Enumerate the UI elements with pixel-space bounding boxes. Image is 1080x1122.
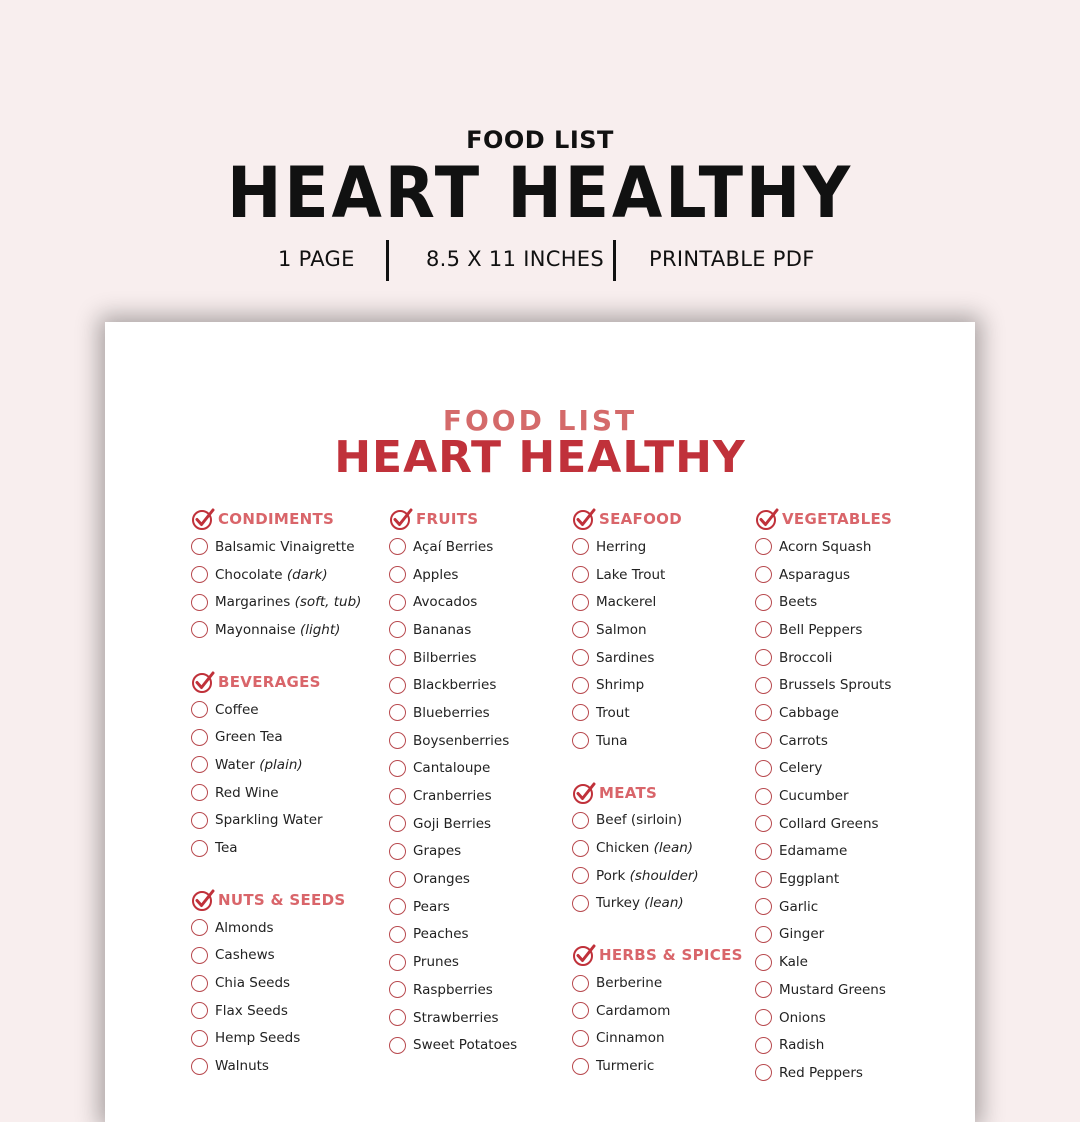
empty-circle-checkbox-icon[interactable] (389, 760, 406, 777)
checked-circle-icon (755, 507, 779, 531)
food-item[interactable] (572, 644, 743, 672)
food-item-label: Turmeric (596, 1058, 655, 1075)
food-item[interactable] (191, 942, 361, 970)
spec-format: PRINTABLE PDF (649, 247, 815, 271)
food-item-label: Apples (413, 566, 459, 583)
empty-circle-checkbox-icon[interactable] (572, 812, 589, 829)
food-item[interactable] (191, 588, 361, 616)
food-column (755, 505, 892, 1111)
section-title: MEATS (599, 783, 658, 802)
empty-circle-checkbox-icon[interactable] (191, 1030, 208, 1047)
food-item[interactable] (755, 948, 892, 976)
empty-circle-checkbox-icon[interactable] (572, 704, 589, 721)
food-item-label: Kale (779, 954, 808, 971)
food-item-label: Water (plain) (215, 756, 303, 773)
food-item[interactable] (389, 588, 517, 616)
food-item[interactable] (755, 810, 892, 838)
empty-circle-checkbox-icon[interactable] (572, 867, 589, 884)
checked-circle-icon (191, 507, 215, 531)
food-item[interactable] (389, 838, 517, 866)
food-section (191, 668, 361, 862)
food-item-label: Margarines (soft, tub) (215, 594, 362, 611)
food-item[interactable] (755, 699, 892, 727)
food-item[interactable] (191, 723, 361, 751)
food-item[interactable] (755, 921, 892, 949)
empty-circle-checkbox-icon[interactable] (755, 788, 772, 805)
food-item-label: Beets (779, 594, 818, 611)
spec-pages: 1 PAGE (278, 247, 355, 271)
food-item[interactable] (755, 727, 892, 755)
food-item[interactable] (191, 834, 361, 862)
empty-circle-checkbox-icon[interactable] (755, 871, 772, 888)
empty-circle-checkbox-icon[interactable] (755, 815, 772, 832)
food-item[interactable] (755, 782, 892, 810)
empty-circle-checkbox-icon[interactable] (389, 898, 406, 915)
empty-circle-checkbox-icon[interactable] (191, 784, 208, 801)
empty-circle-checkbox-icon[interactable] (389, 621, 406, 638)
food-item[interactable] (389, 533, 517, 561)
food-item[interactable] (572, 616, 743, 644)
food-item[interactable] (191, 1025, 361, 1053)
food-item-label: Shrimp (596, 677, 645, 694)
empty-circle-checkbox-icon[interactable] (572, 594, 589, 611)
food-item[interactable] (572, 727, 743, 755)
empty-circle-checkbox-icon[interactable] (191, 756, 208, 773)
empty-circle-checkbox-icon[interactable] (572, 732, 589, 749)
section-header (191, 505, 361, 533)
food-item-label: Oranges (413, 871, 470, 888)
food-section (755, 505, 892, 1087)
food-item-label: Tuna (596, 732, 628, 749)
food-item-label: Berberine (596, 975, 663, 992)
food-item[interactable] (389, 948, 517, 976)
food-column (389, 505, 517, 1083)
food-item-label: Blackberries (413, 677, 497, 694)
section-title: FRUITS (416, 510, 479, 528)
spec-divider (613, 240, 616, 281)
food-item-note: (soft, tub) (290, 594, 362, 611)
food-item-label: Green Tea (215, 729, 283, 746)
food-item[interactable] (572, 588, 743, 616)
food-item-note: (plain) (254, 756, 303, 773)
food-item-label: Salmon (596, 621, 647, 638)
food-item-note: (shoulder) (625, 867, 699, 884)
empty-circle-checkbox-icon[interactable] (755, 677, 772, 694)
food-item[interactable] (572, 969, 743, 997)
food-item-label: Cashews (215, 947, 275, 964)
empty-circle-checkbox-icon[interactable] (572, 621, 589, 638)
food-item-label: Pears (413, 898, 450, 915)
food-item-label: Walnuts (215, 1058, 269, 1075)
food-item[interactable] (389, 865, 517, 893)
food-item[interactable] (572, 890, 743, 918)
food-item[interactable] (755, 616, 892, 644)
empty-circle-checkbox-icon[interactable] (389, 594, 406, 611)
empty-circle-checkbox-icon[interactable] (389, 566, 406, 583)
food-item[interactable] (389, 561, 517, 589)
empty-circle-checkbox-icon[interactable] (389, 732, 406, 749)
food-item[interactable] (191, 969, 361, 997)
empty-circle-checkbox-icon[interactable] (191, 975, 208, 992)
food-item-label: Mackerel (596, 594, 657, 611)
food-item[interactable] (755, 588, 892, 616)
food-item-label: Cardamom (596, 1002, 671, 1019)
food-item[interactable] (191, 533, 361, 561)
food-section (572, 505, 743, 755)
empty-circle-checkbox-icon[interactable] (572, 1030, 589, 1047)
food-item[interactable] (191, 561, 361, 589)
empty-circle-checkbox-icon[interactable] (191, 701, 208, 718)
food-item-label: Brussels Sprouts (779, 677, 892, 694)
food-item-label: Sardines (596, 649, 655, 666)
empty-circle-checkbox-icon[interactable] (755, 898, 772, 915)
food-item-note: (light) (295, 621, 341, 638)
checked-circle-icon (191, 670, 215, 694)
empty-circle-checkbox-icon[interactable] (191, 1058, 208, 1075)
food-item[interactable] (389, 893, 517, 921)
empty-circle-checkbox-icon[interactable] (389, 677, 406, 694)
food-item-label: Radish (779, 1037, 825, 1054)
food-item[interactable] (755, 976, 892, 1004)
spec-divider (386, 240, 389, 281)
empty-circle-checkbox-icon[interactable] (755, 954, 772, 971)
spec-size: 8.5 X 11 INCHES (426, 247, 604, 271)
empty-circle-checkbox-icon[interactable] (389, 871, 406, 888)
empty-circle-checkbox-icon[interactable] (755, 538, 772, 555)
empty-circle-checkbox-icon[interactable] (191, 812, 208, 829)
food-item[interactable] (389, 782, 517, 810)
food-item[interactable] (572, 699, 743, 727)
food-item[interactable] (389, 616, 517, 644)
food-item[interactable] (572, 997, 743, 1025)
empty-circle-checkbox-icon[interactable] (572, 1058, 589, 1075)
empty-circle-checkbox-icon[interactable] (191, 729, 208, 746)
section-title: BEVERAGES (218, 672, 321, 691)
food-item-label: Strawberries (413, 1009, 499, 1026)
section-title: NUTS & SEEDS (218, 890, 346, 909)
food-item-label: Cabbage (779, 704, 839, 721)
food-item-label: Avocados (413, 594, 478, 611)
food-item-label: Chia Seeds (215, 975, 291, 992)
empty-circle-checkbox-icon[interactable] (572, 1002, 589, 1019)
food-item-label: Ginger (779, 926, 825, 943)
food-item-label: Onions (779, 1009, 826, 1026)
empty-circle-checkbox-icon[interactable] (572, 566, 589, 583)
empty-circle-checkbox-icon[interactable] (389, 1037, 406, 1054)
food-section (191, 505, 361, 644)
food-item[interactable] (572, 1025, 743, 1053)
document-preview (105, 322, 975, 1122)
food-column (572, 505, 743, 1104)
section-header (755, 505, 892, 533)
section-title: HERBS & SPICES (599, 946, 743, 965)
food-item-label: Açaí Berries (413, 538, 494, 555)
food-item-label: Garlic (779, 898, 819, 915)
food-item-label: Mustard Greens (779, 981, 886, 998)
section-header (191, 886, 361, 914)
food-section (572, 779, 743, 918)
food-item-label: Boysenberries (413, 732, 510, 749)
empty-circle-checkbox-icon[interactable] (572, 975, 589, 992)
section-header (572, 779, 743, 807)
empty-circle-checkbox-icon[interactable] (755, 926, 772, 943)
food-item[interactable] (755, 838, 892, 866)
empty-circle-checkbox-icon[interactable] (755, 1009, 772, 1026)
empty-circle-checkbox-icon[interactable] (191, 566, 208, 583)
food-item[interactable] (572, 1052, 743, 1080)
food-item[interactable] (191, 807, 361, 835)
food-item-label: Cranberries (413, 788, 492, 805)
empty-circle-checkbox-icon[interactable] (191, 1002, 208, 1019)
empty-circle-checkbox-icon[interactable] (572, 840, 589, 857)
food-item-label: Mayonnaise (light) (215, 621, 341, 638)
food-item-label: Sparkling Water (215, 812, 323, 829)
food-item-label: Tea (215, 840, 238, 857)
food-item[interactable] (389, 810, 517, 838)
empty-circle-checkbox-icon[interactable] (755, 843, 772, 860)
food-item-label: Goji Berries (413, 815, 492, 832)
empty-circle-checkbox-icon[interactable] (389, 788, 406, 805)
empty-circle-checkbox-icon[interactable] (572, 677, 589, 694)
food-item[interactable] (572, 561, 743, 589)
food-item-label: Raspberries (413, 981, 493, 998)
food-item[interactable] (755, 893, 892, 921)
food-item-label: Blueberries (413, 704, 490, 721)
header-title: HEART HEALTHY (227, 152, 853, 234)
food-item-label: Peaches (413, 926, 469, 943)
food-item[interactable] (389, 976, 517, 1004)
empty-circle-checkbox-icon[interactable] (389, 954, 406, 971)
empty-circle-checkbox-icon[interactable] (191, 947, 208, 964)
food-item[interactable] (191, 1052, 361, 1080)
food-item[interactable] (191, 751, 361, 779)
empty-circle-checkbox-icon[interactable] (755, 704, 772, 721)
food-item-label: Pork (shoulder) (596, 867, 699, 884)
food-item-note: (dark) (282, 566, 328, 583)
food-item[interactable] (389, 755, 517, 783)
food-item-label: Red Peppers (779, 1064, 863, 1081)
food-item-label: Almonds (215, 919, 274, 936)
food-item-label: Celery (779, 760, 823, 777)
section-title: SEAFOOD (599, 510, 682, 528)
food-item-label: Sweet Potatoes (413, 1037, 518, 1054)
section-title: VEGETABLES (782, 510, 893, 528)
spec-bar (0, 240, 1080, 282)
food-item-label: Bell Peppers (779, 621, 863, 638)
empty-circle-checkbox-icon[interactable] (389, 843, 406, 860)
food-item-label: Lake Trout (596, 566, 666, 583)
food-item[interactable] (755, 865, 892, 893)
food-item[interactable] (755, 1059, 892, 1087)
food-item[interactable] (191, 696, 361, 724)
food-item-label: Flax Seeds (215, 1002, 288, 1019)
checked-circle-icon (572, 943, 596, 967)
empty-circle-checkbox-icon[interactable] (389, 815, 406, 832)
food-item-label: Acorn Squash (779, 538, 872, 555)
empty-circle-checkbox-icon[interactable] (191, 621, 208, 638)
food-item-label: Collard Greens (779, 815, 879, 832)
section-header (572, 505, 743, 533)
empty-circle-checkbox-icon[interactable] (755, 1037, 772, 1054)
empty-circle-checkbox-icon[interactable] (755, 1064, 772, 1081)
empty-circle-checkbox-icon[interactable] (755, 649, 772, 666)
food-item-label: Grapes (413, 843, 462, 860)
food-item[interactable] (755, 533, 892, 561)
food-item-label: Eggplant (779, 871, 840, 888)
empty-circle-checkbox-icon[interactable] (572, 538, 589, 555)
empty-circle-checkbox-icon[interactable] (191, 538, 208, 555)
food-item-label: Chocolate (dark) (215, 566, 328, 583)
empty-circle-checkbox-icon[interactable] (389, 981, 406, 998)
empty-circle-checkbox-icon[interactable] (572, 895, 589, 912)
checked-circle-icon (389, 507, 413, 531)
food-item-label: Red Wine (215, 784, 279, 801)
empty-circle-checkbox-icon[interactable] (755, 621, 772, 638)
food-item-label: Edamame (779, 843, 848, 860)
food-column (191, 505, 361, 1104)
food-item[interactable] (755, 1004, 892, 1032)
food-item-label: Beef (sirloin) (596, 812, 683, 829)
food-item-label: Asparagus (779, 566, 851, 583)
empty-circle-checkbox-icon[interactable] (191, 840, 208, 857)
food-item[interactable] (191, 616, 361, 644)
empty-circle-checkbox-icon[interactable] (755, 732, 772, 749)
food-item-note: (lean) (649, 840, 694, 857)
empty-circle-checkbox-icon[interactable] (755, 981, 772, 998)
food-item[interactable] (572, 834, 743, 862)
food-item[interactable] (755, 561, 892, 589)
food-item-label: Bilberries (413, 649, 477, 666)
empty-circle-checkbox-icon[interactable] (389, 926, 406, 943)
food-item-label: Herring (596, 538, 647, 555)
food-item[interactable] (572, 533, 743, 561)
food-section (572, 941, 743, 1080)
header-kicker: FOOD LIST (466, 126, 614, 154)
food-section (191, 886, 361, 1080)
food-item-label: Cucumber (779, 788, 849, 805)
food-item-label: Chicken (lean) (596, 840, 694, 857)
food-item-note: (lean) (639, 895, 684, 912)
food-item-label: Turkey (lean) (596, 895, 684, 912)
food-item[interactable] (572, 671, 743, 699)
section-header (191, 668, 361, 696)
empty-circle-checkbox-icon[interactable] (191, 594, 208, 611)
food-item[interactable] (389, 699, 517, 727)
checked-circle-icon (572, 781, 596, 805)
food-item-label: Trout (596, 704, 630, 721)
food-section (389, 505, 517, 1059)
section-header (572, 941, 743, 969)
food-item[interactable] (755, 644, 892, 672)
food-item-label: Carrots (779, 732, 828, 749)
empty-circle-checkbox-icon[interactable] (389, 538, 406, 555)
empty-circle-checkbox-icon[interactable] (755, 594, 772, 611)
document-title: HEART HEALTHY (334, 432, 746, 483)
section-header (389, 505, 517, 533)
checked-circle-icon (572, 507, 596, 531)
food-item-label: Balsamic Vinaigrette (215, 538, 355, 555)
checked-circle-icon (191, 888, 215, 912)
food-item-label: Coffee (215, 701, 259, 718)
food-item-label: Hemp Seeds (215, 1030, 301, 1047)
food-item[interactable] (755, 1031, 892, 1059)
food-item[interactable] (389, 644, 517, 672)
food-item[interactable] (389, 727, 517, 755)
food-item[interactable] (389, 671, 517, 699)
food-item[interactable] (191, 997, 361, 1025)
empty-circle-checkbox-icon[interactable] (389, 1009, 406, 1026)
food-item[interactable] (389, 921, 517, 949)
section-title: CONDIMENTS (218, 510, 335, 528)
food-item[interactable] (191, 914, 361, 942)
document-kicker: FOOD LIST (442, 404, 638, 437)
empty-circle-checkbox-icon[interactable] (389, 649, 406, 666)
empty-circle-checkbox-icon[interactable] (572, 649, 589, 666)
food-item-label: Bananas (413, 621, 472, 638)
empty-circle-checkbox-icon[interactable] (755, 566, 772, 583)
food-item[interactable] (755, 755, 892, 783)
empty-circle-checkbox-icon[interactable] (389, 704, 406, 721)
food-item[interactable] (191, 779, 361, 807)
food-item[interactable] (389, 1031, 517, 1059)
food-item-label: Cantaloupe (413, 760, 491, 777)
food-item[interactable] (755, 671, 892, 699)
food-item[interactable] (389, 1004, 517, 1032)
empty-circle-checkbox-icon[interactable] (755, 760, 772, 777)
food-item-label: Cinnamon (596, 1030, 665, 1047)
food-item-label: Broccoli (779, 649, 833, 666)
food-item-label: Prunes (413, 954, 459, 971)
food-item[interactable] (572, 862, 743, 890)
food-item[interactable] (572, 807, 743, 835)
empty-circle-checkbox-icon[interactable] (191, 919, 208, 936)
